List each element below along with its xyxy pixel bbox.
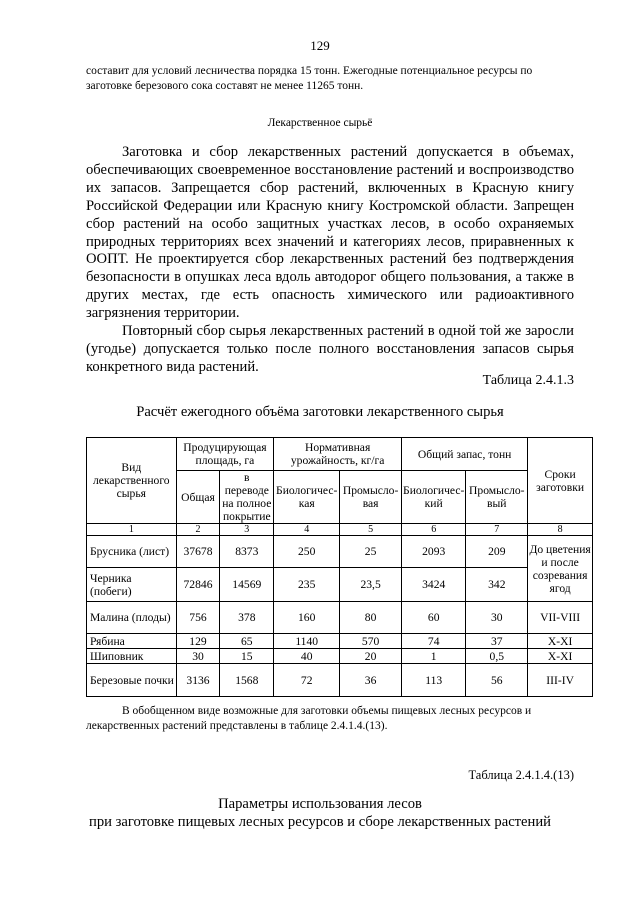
cell-stock-bio: 3424: [402, 568, 466, 602]
cell-stock-ind: 209: [466, 536, 528, 568]
header-yield-bio: Биологичес-кая: [274, 471, 340, 524]
column-number: 6: [402, 524, 466, 536]
cell-yield-bio: 1140: [274, 634, 340, 649]
column-number: 3: [220, 524, 274, 536]
table2-heading-line2: при заготовке пищевых лесных ресурсов и сборе лекарственных растений: [89, 814, 551, 830]
table-row: [87, 602, 593, 634]
cell-terms: X-XI: [528, 634, 593, 649]
cell-stock-bio: 113: [402, 664, 466, 697]
cell-area-converted: 15: [220, 649, 274, 664]
table2-heading: [0, 795, 640, 831]
cell-yield-ind: 80: [340, 602, 402, 634]
cell-area-converted: 378: [220, 602, 274, 634]
header-area-converted: в переводе на полное покрытие: [220, 471, 274, 524]
cell-area-total: 756: [176, 602, 220, 634]
cell-stock-ind: 30: [466, 602, 528, 634]
species-name: Шиповник: [87, 649, 177, 664]
cell-stock-ind: 37: [466, 634, 528, 649]
cell-stock-bio: 2093: [402, 536, 466, 568]
table2-heading-line1: Параметры использования лесов: [218, 796, 422, 812]
species-name: Малина (плоды): [87, 602, 177, 634]
table-label: Таблица 2.4.1.3: [482, 373, 574, 388]
header-area-total: Общая: [176, 471, 220, 524]
header-species: Вид лекарственного сырья: [87, 438, 177, 524]
species-name: Брусника (лист): [87, 536, 177, 568]
cell-yield-bio: 72: [274, 664, 340, 697]
page-number: 129: [310, 38, 330, 53]
cell-area-total: 129: [176, 634, 220, 649]
paragraph: Заготовка и сбор лекарственных растений допускается в объемах, обеспечивающих своевременное восстановление растений и воспроизводство их запасов. Запрещается сбор растений, включенных в Красную книгу Российской Федерации или Красную книгу Костромской области. Запрещен сбор растений на особо защитных участках лесов, в особо охраняемых природных территориях всех значений и категориях лесов, приравненных к ООПТ. Не проектируется сбор лекарственных растений без подтверждения безопасности в опушках леса вдоль автодорог общего пользования, а также в других местах, где есть опасность химического или радиоактивного загрязнения территории.: [86, 144, 574, 322]
table-row: [87, 649, 593, 664]
cell-area-total: 37678: [176, 536, 220, 568]
column-number: 7: [466, 524, 528, 536]
header-stock-bio: Биологичес-кий: [402, 471, 466, 524]
cell-area-converted: 8373: [220, 536, 274, 568]
table-row: [87, 536, 593, 568]
column-number: 1: [87, 524, 177, 536]
header-stock: Общий запас, тонн: [402, 438, 528, 471]
after-table-text: [86, 704, 576, 734]
medicinal-raw-materials-table: [86, 437, 593, 697]
cell-stock-ind: 0,5: [466, 649, 528, 664]
body-text: [86, 144, 574, 377]
column-number: 4: [274, 524, 340, 536]
cell-terms-merged: До цветения и после созревания ягод: [528, 536, 593, 602]
species-name: Рябина: [87, 634, 177, 649]
paragraph: В обобщенном виде возможные для заготовки объемы пищевых лесных ресурсов и лекарственных растений представлены в таблице 2.4.1.4.(13).: [86, 705, 532, 732]
column-number: 2: [176, 524, 220, 536]
cell-stock-ind: 56: [466, 664, 528, 697]
cell-yield-bio: 40: [274, 649, 340, 664]
cell-terms: VII-VIII: [528, 602, 593, 634]
column-number: 5: [340, 524, 402, 536]
cell-area-converted: 14569: [220, 568, 274, 602]
species-name: Березовые почки: [87, 664, 177, 697]
cell-yield-bio: 250: [274, 536, 340, 568]
table-title: Расчёт ежегодного объёма заготовки лекарственного сырья: [136, 404, 504, 420]
header-terms: Сроки заготовки: [528, 438, 593, 524]
cell-stock-bio: 1: [402, 649, 466, 664]
cell-yield-ind: 23,5: [340, 568, 402, 602]
cell-yield-bio: 235: [274, 568, 340, 602]
cell-area-converted: 65: [220, 634, 274, 649]
cell-yield-ind: 570: [340, 634, 402, 649]
cell-yield-ind: 36: [340, 664, 402, 697]
table-row: [87, 664, 593, 697]
cell-stock-bio: 60: [402, 602, 466, 634]
cell-area-converted: 1568: [220, 664, 274, 697]
paragraph: Повторный сбор сырья лекарственных растений в одной той же заросли (угодье) допускается только после полного восстановления запасов сырья конкретного вида растений.: [86, 323, 574, 375]
header-yield-ind: Промысло-вая: [340, 471, 402, 524]
intro-text: составит для условий лесничества порядка 15 тонн. Ежегодные потенциальное ресурсы по заготовке березового сока составят не менее 11265 тонн.: [86, 65, 533, 92]
cell-stock-bio: 74: [402, 634, 466, 649]
cell-stock-ind: 342: [466, 568, 528, 602]
cell-terms: X-XI: [528, 649, 593, 664]
section-subheading: Лекарственное сырьё: [267, 117, 373, 129]
cell-yield-ind: 20: [340, 649, 402, 664]
cell-area-total: 3136: [176, 664, 220, 697]
header-stock-ind: Промысло-вый: [466, 471, 528, 524]
table-row: [87, 634, 593, 649]
cell-terms: III-IV: [528, 664, 593, 697]
cell-yield-ind: 25: [340, 536, 402, 568]
header-area: Продуцирующая площадь, га: [176, 438, 274, 471]
species-name: Черника (побеги): [87, 568, 177, 602]
table-row: [87, 568, 593, 602]
cell-area-total: 30: [176, 649, 220, 664]
column-number: 8: [528, 524, 593, 536]
header-yield: Нормативная урожайность, кг/га: [274, 438, 402, 471]
cell-yield-bio: 160: [274, 602, 340, 634]
cell-area-total: 72846: [176, 568, 220, 602]
table2-label: Таблица 2.4.1.4.(13): [468, 768, 574, 782]
